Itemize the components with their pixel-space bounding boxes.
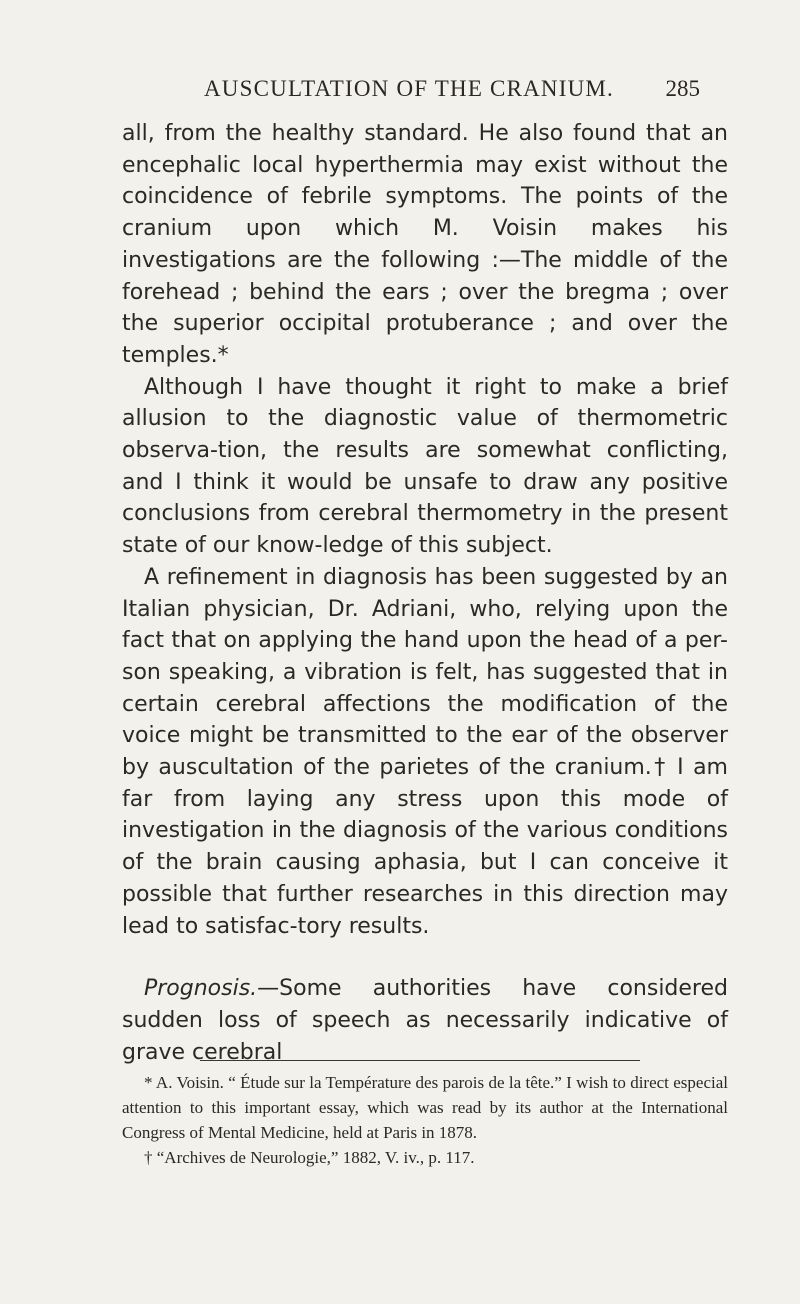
- section-heading: Prognosis.: [144, 976, 258, 1002]
- body-text: [122, 118, 728, 1068]
- footnote: † “Archives de Neurologie,” 1882, V. iv., p. 117.: [144, 1148, 475, 1167]
- footnotes: [122, 1070, 728, 1170]
- paragraph-auscultation: A refinement in diagnosis has been suggested by an Italian physician, Dr. Adriani, who, relying upon the fact that on applying the hand upon the head of a per-son speaking, a vibration is felt, has suggested that in certain cerebral affections the modification of the voice might be transmitted to the ear of the observer by auscultation of the parietes of the cranium.† I am far from laying any stress upon this mode of investigation in the diagnosis of the various conditions of the brain causing aphasia, but I can conceive it possible that further researches in this direction may lead to satisfac-tory results.: [122, 564, 728, 939]
- footnote: * A. Voisin. “ Étude sur la Température des parois de la tête.” I wish to direct especial attention to this important essay, which was read by its author at the International Congress of Mental Medicine, held at Paris in 1878.: [122, 1073, 728, 1142]
- section-text: —Some authorities have considered sudden loss of speech as necessarily indicative of grave cerebral: [122, 976, 728, 1065]
- paragraph-continued: all, from the healthy standard. He also found that an encephalic local hyperthermia may exist without the coincidence of febrile symptoms. The points of the cranium upon which M. Voisin makes his investigations are the following :—The middle of the forehead ; behind the ears ; over the bregma ; over the superior occipital protuberance ; and over the temples.*: [122, 121, 728, 368]
- page-number: 285: [665, 76, 700, 101]
- section-prognosis: [122, 973, 728, 1068]
- footnote-divider: [200, 1060, 640, 1061]
- running-title: AUSCULTATION OF THE CRANIUM.: [204, 76, 615, 101]
- page-header: [100, 74, 700, 104]
- paragraph-thermometry: Although I have thought it right to make a brief allusion to the diagnostic value of thermometric observa-tion, the results are somewhat conflicting, and I think it would be unsafe to draw any positive conclusions from cerebral thermometry in the present state of our know-ledge of this subject.: [122, 374, 728, 559]
